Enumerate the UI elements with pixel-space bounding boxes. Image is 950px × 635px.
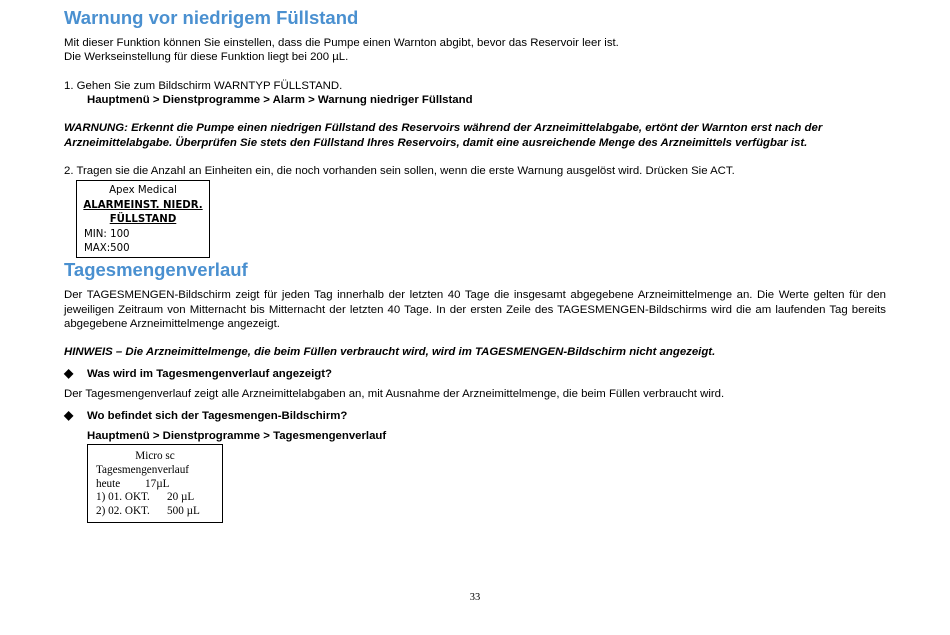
- diamond-bullet-icon: ◆: [64, 408, 74, 422]
- screen-today-row: [88, 478, 222, 492]
- step-1-menu-path: Hauptmenü > Dienstprogramme > Alarm > Warnung niedriger Füllstand: [87, 94, 473, 106]
- screen-title-line-1: ALARMEINST. NIEDR.: [83, 199, 203, 211]
- screen-brand: Micro sc: [135, 450, 175, 462]
- step-2-text: 2. Tragen sie die Anzahl an Einheiten ein, die noch vorhanden sein sollen, wenn die erste Warnung ausgelöst wird. Drücken Sie ACT.: [64, 165, 735, 177]
- screen-history-row: [88, 491, 222, 505]
- screen-title: Tagesmengenverlauf: [96, 463, 190, 476]
- screen-min-value: MIN: 100: [84, 228, 130, 240]
- question-1-text: Was wird im Tagesmengenverlauf angezeigt?: [87, 368, 332, 380]
- warning-text: WARNUNG: Erkennt die Pumpe einen niedrigen Füllstand des Reservoirs während der Arzneimittelabgabe, ertönt der Warnton erst nach der Arzneimittelabgabe. Überprüfen Sie stets den Füllstand Ihres Reservoirs, damit eine ausreichende Menge des Arzneimittels verfügbar ist.: [64, 122, 823, 149]
- daily-history-menu-path: Hauptmenü > Dienstprogramme > Tagesmengenverlauf: [87, 430, 387, 442]
- screen-title-line-2: FÜLLSTAND: [109, 214, 177, 226]
- daily-history-description: Der TAGESMENGEN-Bildschirm zeigt für jeden Tag innerhalb der letzten 40 Tage die insgesamt abgegebene Arzneimittelmenge an. Die Werte gelten für den jeweiligen Zeitraum von Mitternacht bis Mitternacht der letzten 40 Tage. In der ersten Zeile des TAGESMENGEN-Bildschirms wird die am laufenden Tag bereits abgegebene Arzneimittelmenge angezeigt.: [64, 289, 886, 330]
- step-1-text: 1. Gehen Sie zum Bildschirm WARNTYP FÜLLSTAND.: [64, 80, 343, 92]
- intro-text-line-2: Die Werkseinstellung für diese Funktion liegt bei 200 µL.: [64, 51, 349, 63]
- screen-brand: Apex Medical: [109, 185, 177, 196]
- answer-1-text: Der Tagesmengenverlauf zeigt alle Arzneimittelabgaben an, mit Ausnahme der Arzneimittelmenge, die beim Füllen verbraucht wird.: [64, 388, 725, 400]
- row-1-value: 20 µL: [167, 491, 195, 504]
- question-2: [64, 408, 347, 423]
- section-title-low-level-warning: Warnung vor niedrigem Füllstand: [64, 7, 359, 28]
- question-2-text: Wo befindet sich der Tagesmengen-Bildschirm?: [87, 410, 348, 422]
- screen-history-row: [88, 505, 222, 519]
- row-2-value: 500 µL: [167, 505, 200, 518]
- today-value: 17µL: [145, 477, 170, 490]
- diamond-bullet-icon: ◆: [64, 366, 74, 380]
- screen-max-value: MAX:500: [84, 243, 130, 255]
- pump-screen-daily-history: [87, 444, 223, 523]
- row-2-label: 2) 02. OKT.: [96, 505, 150, 518]
- pump-screen-low-level-alarm: [76, 180, 210, 258]
- page-number: 33: [469, 592, 481, 603]
- note-text: HINWEIS – Die Arzneimittelmenge, die beim Füllen verbraucht wird, wird im TAGESMENGEN-Bildschirm nicht angezeigt.: [64, 346, 716, 358]
- section-title-daily-history: Tagesmengenverlauf: [64, 259, 248, 280]
- row-1-label: 1) 01. OKT.: [96, 491, 150, 504]
- intro-text-line-1: Mit dieser Funktion können Sie einstellen, dass die Pumpe einen Warnton abgibt, bevor das Reservoir leer ist.: [64, 37, 619, 49]
- question-1: [64, 366, 332, 381]
- today-label: heute: [96, 477, 121, 490]
